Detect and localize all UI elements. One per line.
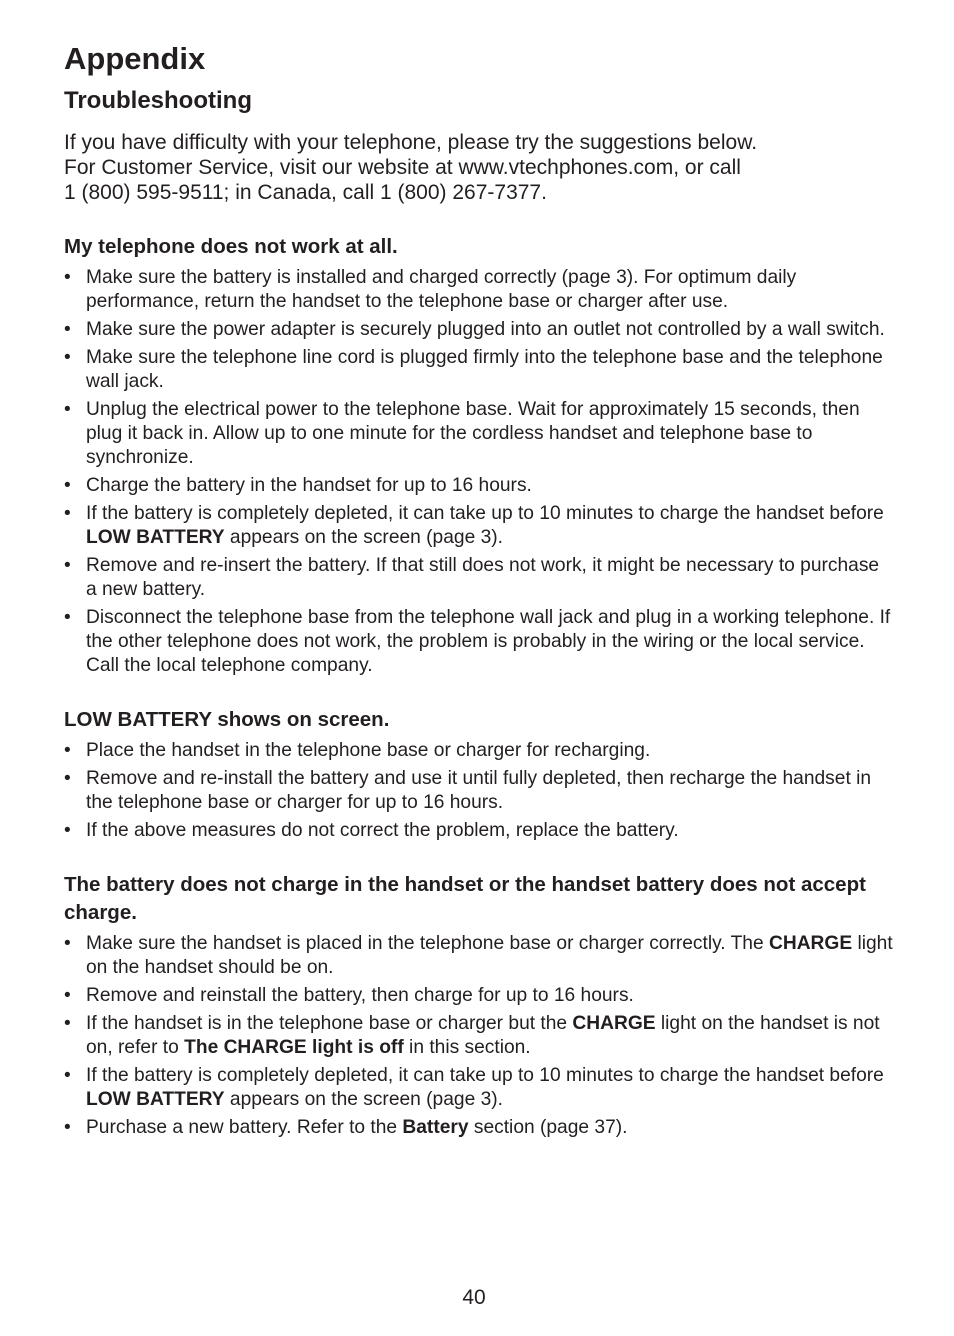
suggestion-item — [64, 1116, 894, 1140]
suggestion-list — [64, 739, 894, 843]
suggestion-item — [64, 932, 894, 980]
suggestion-text: Place the handset in the telephone base or charger for recharging. — [86, 740, 651, 761]
suggestion-text: Make sure the handset is placed in the telephone base or charger correctly. The — [86, 933, 769, 954]
suggestion-item — [64, 318, 894, 342]
suggestion-item — [64, 266, 894, 314]
suggestion-text: Remove and reinstall the battery, then charge for up to 16 hours. — [86, 985, 634, 1006]
suggestion-text: appears on the screen (page 3). — [224, 527, 503, 548]
troubleshooting-sections — [64, 233, 894, 1140]
intro-line: 1 (800) 595-9511; in Canada, call 1 (800) 267-7377. — [64, 181, 547, 204]
document-page — [64, 38, 894, 1144]
suggestion-text: Make sure the battery is installed and charged correctly (page 3). For optimum daily performance, return the handset to the telephone base or charger after use. — [86, 267, 797, 312]
suggestion-list — [64, 266, 894, 678]
emphasized-term: LOW BATTERY — [86, 1089, 225, 1110]
suggestion-text: light on the handset is not on, refer to — [86, 1013, 880, 1058]
page-number: 40 — [462, 1286, 486, 1309]
emphasized-term: The CHARGE light is off — [184, 1037, 404, 1058]
suggestion-text: Make sure the power adapter is securely plugged into an outlet not controlled by a wall switch. — [86, 319, 885, 340]
suggestion-text: Unplug the electrical power to the telephone base. Wait for approximately 15 seconds, then plug it back in. Allow up to one minute for the cordless handset and telephone base to synchronize. — [86, 399, 860, 468]
suggestion-text: If the above measures do not correct the problem, replace the battery. — [86, 820, 679, 841]
suggestion-text: section (page 37). — [468, 1117, 628, 1138]
suggestion-item — [64, 739, 894, 763]
suggestion-text: Remove and re-insert the battery. If that still does not work, it might be necessary to purchase a new battery. — [86, 555, 880, 600]
suggestion-text: light on the handset should be on. — [86, 933, 893, 978]
section-title: Troubleshooting — [64, 87, 252, 114]
suggestion-text: Make sure the telephone line cord is plugged firmly into the telephone base and the telephone wall jack. — [86, 347, 883, 392]
problem-heading: The battery does not charge in the handset or the handset battery does not accept charge. — [64, 873, 866, 924]
page-title: Appendix — [64, 41, 206, 76]
suggestion-text: Purchase a new battery. Refer to the — [86, 1117, 403, 1138]
suggestion-text: If the battery is completely depleted, it can take up to 10 minutes to charge the handset before — [86, 503, 884, 524]
suggestion-item — [64, 1012, 894, 1060]
suggestion-text: in this section. — [403, 1037, 531, 1058]
suggestion-item — [64, 474, 894, 498]
suggestion-item — [64, 1064, 894, 1112]
suggestion-text: appears on the screen (page 3). — [224, 1089, 503, 1110]
suggestion-item — [64, 819, 894, 843]
problem-heading: My telephone does not work at all. — [64, 235, 398, 258]
suggestion-list — [64, 932, 894, 1140]
intro-paragraph — [64, 130, 894, 205]
suggestion-text: If the handset is in the telephone base or charger but the — [86, 1013, 573, 1034]
emphasized-term: Battery — [402, 1117, 469, 1138]
suggestion-item — [64, 984, 894, 1008]
suggestion-item — [64, 502, 894, 550]
emphasized-term: CHARGE — [572, 1013, 656, 1034]
problem-heading: LOW BATTERY shows on screen. — [64, 708, 390, 731]
suggestion-text: Disconnect the telephone base from the telephone wall jack and plug in a working telephone. If the other telephone does not work, the problem is probably in the wiring or the local service. Call the local telephone company. — [86, 607, 891, 676]
suggestion-item — [64, 767, 894, 815]
intro-line: If you have difficulty with your telephone, please try the suggestions below. — [64, 131, 758, 154]
suggestion-text: Charge the battery in the handset for up to 16 hours. — [86, 475, 532, 496]
intro-line: For Customer Service, visit our website at www.vtechphones.com, or call — [64, 156, 741, 179]
emphasized-term: LOW BATTERY — [86, 527, 225, 548]
suggestion-item — [64, 398, 894, 470]
suggestion-text: If the battery is completely depleted, it can take up to 10 minutes to charge the handset before — [86, 1065, 884, 1086]
suggestion-text: Remove and re-install the battery and use it until fully depleted, then recharge the handset in the telephone base or charger for up to 16 hours. — [86, 768, 872, 813]
suggestion-item — [64, 554, 894, 602]
emphasized-term: CHARGE — [768, 933, 853, 954]
suggestion-item — [64, 606, 894, 678]
suggestion-item — [64, 346, 894, 394]
